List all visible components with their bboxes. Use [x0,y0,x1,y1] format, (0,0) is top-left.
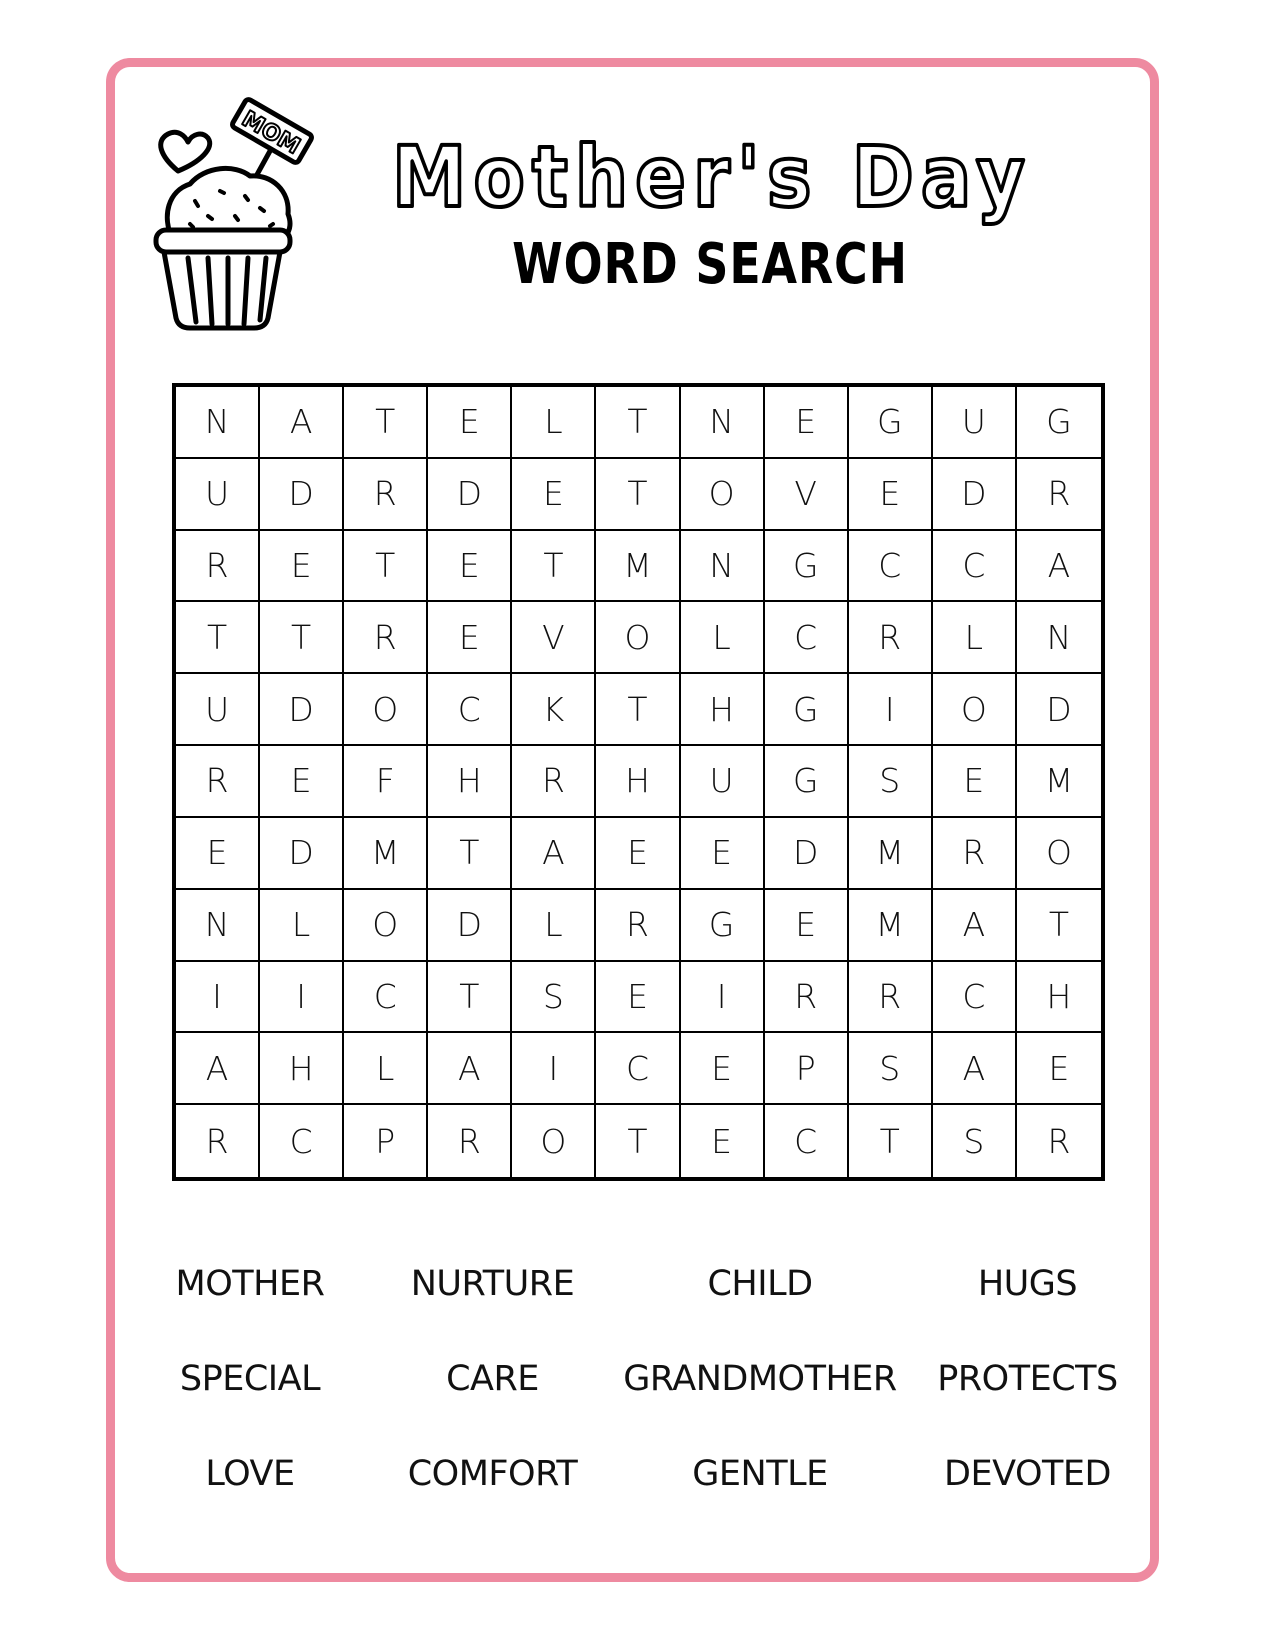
grid-cell[interactable]: G [849,387,933,459]
grid-cell[interactable]: D [260,459,344,531]
grid-cell[interactable]: M [344,818,428,890]
grid-cell[interactable]: R [1047,1121,1071,1161]
word-list-item: GENTLE [692,1454,828,1494]
grid-cell[interactable]: D [765,818,849,890]
word-list-item: CARE [446,1359,539,1399]
grid-cell[interactable]: H [1017,962,1101,1034]
grid-cell[interactable]: A [176,1033,260,1105]
grid-cell[interactable]: O [596,602,680,674]
grid-cell[interactable]: D [428,890,512,962]
grid-cell[interactable]: T [428,818,512,890]
grid-cell[interactable]: N [176,890,260,962]
word-list-item: GRANDMOTHER [623,1359,897,1399]
page-subtitle: WORD SEARCH [512,232,908,297]
grid-cell[interactable]: P [344,1105,428,1177]
grid-cell[interactable]: U [176,674,260,746]
grid-cell[interactable]: T [849,1105,933,1177]
grid-cell[interactable]: E [512,459,596,531]
grid-cell[interactable]: O [512,1105,596,1177]
grid-cell[interactable]: M [596,531,680,603]
grid-cell[interactable]: C [849,531,933,603]
grid-cell[interactable]: V [512,602,596,674]
word-list-item: CHILD [707,1264,813,1304]
grid-cell[interactable]: E [260,746,344,818]
grid-cell[interactable]: L [933,602,1017,674]
word-list-item: MOTHER [175,1264,325,1304]
grid-cell[interactable]: A [512,818,596,890]
grid-cell[interactable]: E [596,818,680,890]
grid-cell[interactable]: R [344,602,428,674]
grid-cell[interactable]: R [344,459,428,531]
grid-cell[interactable]: N [681,531,765,603]
grid-cell[interactable]: E [260,531,344,603]
grid-cell[interactable]: S [512,962,596,1034]
grid-cell[interactable]: C [933,531,1017,603]
grid-cell[interactable]: G [765,746,849,818]
word-list-item: COMFORT [407,1454,578,1494]
grid-cell[interactable]: T [596,1105,680,1177]
grid-cell[interactable]: C [428,674,512,746]
grid-cell[interactable]: U [933,387,1017,459]
grid-cell[interactable]: D [260,674,344,746]
grid-cell[interactable]: G [681,890,765,962]
mom-sign-text: MOM [237,106,305,160]
grid-cell[interactable]: O [933,674,1017,746]
grid-cell[interactable]: U [176,459,260,531]
grid-cell[interactable]: T [428,962,512,1034]
grid-cell[interactable]: R [1017,459,1101,531]
grid-cell[interactable]: O [1017,818,1101,890]
grid-cell[interactable]: I [849,674,933,746]
grid-cell[interactable]: T [596,674,680,746]
grid-cell[interactable]: T [344,387,428,459]
grid-cell[interactable]: E [1017,1033,1101,1105]
grid-cell[interactable]: E [428,602,512,674]
grid-cell[interactable]: C [596,1033,680,1105]
grid-cell[interactable]: I [260,962,344,1034]
grid-cell[interactable]: H [428,746,512,818]
grid-cell[interactable]: I [681,962,765,1034]
grid-cell[interactable]: G [765,674,849,746]
grid-cell[interactable]: S [849,746,933,818]
grid-cell[interactable]: R [849,602,933,674]
grid-cell[interactable]: I [512,1033,596,1105]
grid-cell[interactable]: A [933,890,1017,962]
grid-cell[interactable]: S [933,1105,1017,1177]
grid-cell[interactable]: T [260,602,344,674]
grid-cell[interactable]: A [260,387,344,459]
grid-cell[interactable]: O [344,890,428,962]
grid-cell[interactable]: E [176,818,260,890]
grid-cell[interactable]: F [344,746,428,818]
grid-cell[interactable]: E [933,746,1017,818]
grid-cell[interactable]: T [512,531,596,603]
word-list-item: NURTURE [410,1264,575,1304]
grid-cell[interactable]: N [681,387,765,459]
grid-cell[interactable]: A [933,1033,1017,1105]
grid-cell[interactable]: S [849,1033,933,1105]
grid-cell[interactable]: H [681,674,765,746]
word-list-item: SPECIAL [179,1359,321,1399]
svg-text:Mother's Day: Mother's Day [392,128,1032,226]
grid-cell[interactable]: C [933,962,1017,1034]
grid-cell[interactable]: L [512,387,596,459]
grid-cell[interactable]: G [1017,387,1101,459]
grid-cell[interactable]: K [512,674,596,746]
grid-cell[interactable]: C [260,1105,344,1177]
grid-cell[interactable]: C [765,1105,849,1177]
grid-cell[interactable]: L [260,890,344,962]
grid-cell[interactable]: E [681,1105,765,1177]
word-list [130,1240,1150,1518]
grid-cell[interactable]: R [765,962,849,1034]
grid-cell[interactable]: O [344,674,428,746]
grid-cell[interactable]: D [428,459,512,531]
grid-cell[interactable]: R [428,1105,512,1177]
grid-cell[interactable]: L [344,1033,428,1105]
grid-cell[interactable]: E [428,531,512,603]
grid-cell[interactable]: E [765,387,849,459]
grid-cell[interactable]: R [512,746,596,818]
grid-cell[interactable]: C [344,962,428,1034]
word-list-item: DEVOTED [944,1454,1111,1494]
grid-cell[interactable]: E [765,890,849,962]
grid-cell[interactable]: T [1017,890,1101,962]
grid-cell[interactable]: T [596,387,680,459]
grid-cell[interactable]: N [1017,602,1101,674]
grid-cell[interactable]: H [596,746,680,818]
grid-cell[interactable]: T [344,531,428,603]
grid-cell[interactable]: R [933,818,1017,890]
grid-cell[interactable]: E [681,1033,765,1105]
grid-cell[interactable]: T [176,602,260,674]
grid-cell[interactable]: I [176,962,260,1034]
grid-cell[interactable]: U [681,746,765,818]
grid-cell[interactable]: V [765,459,849,531]
grid-cell[interactable]: E [428,387,512,459]
grid-cell[interactable]: R [596,890,680,962]
grid-cell[interactable]: R [176,746,260,818]
word-list-item: HUGS [977,1264,1078,1304]
grid-cell[interactable]: D [260,818,344,890]
grid-cell[interactable]: M [849,818,933,890]
grid-cell[interactable]: E [849,459,933,531]
grid-cell[interactable]: L [681,602,765,674]
grid-cell[interactable]: M [1017,746,1101,818]
letter-grid [172,383,1105,1181]
grid-cell[interactable]: D [1017,674,1101,746]
grid-cell[interactable]: D [933,459,1017,531]
grid-cell[interactable]: L [512,890,596,962]
grid-cell[interactable]: P [765,1033,849,1105]
grid-cell[interactable]: A [1017,531,1101,603]
word-list-item: PROTECTS [937,1359,1118,1399]
grid-cell[interactable]: G [765,531,849,603]
grid-cell[interactable]: O [681,459,765,531]
grid-cell[interactable]: H [260,1033,344,1105]
grid-cell[interactable]: M [849,890,933,962]
grid-cell[interactable]: E [596,962,680,1034]
grid-cell[interactable]: R [176,1105,260,1177]
grid-cell[interactable]: N [176,387,260,459]
grid-cell[interactable]: E [681,818,765,890]
cupcake-icon [150,96,335,341]
grid-cell[interactable]: R [849,962,933,1034]
page-title [360,128,1065,228]
grid-cell[interactable]: A [428,1033,512,1105]
word-list-item: LOVE [205,1454,295,1494]
grid-cell[interactable]: T [596,459,680,531]
grid-cell[interactable]: C [765,602,849,674]
grid-cell[interactable]: R [176,531,260,603]
